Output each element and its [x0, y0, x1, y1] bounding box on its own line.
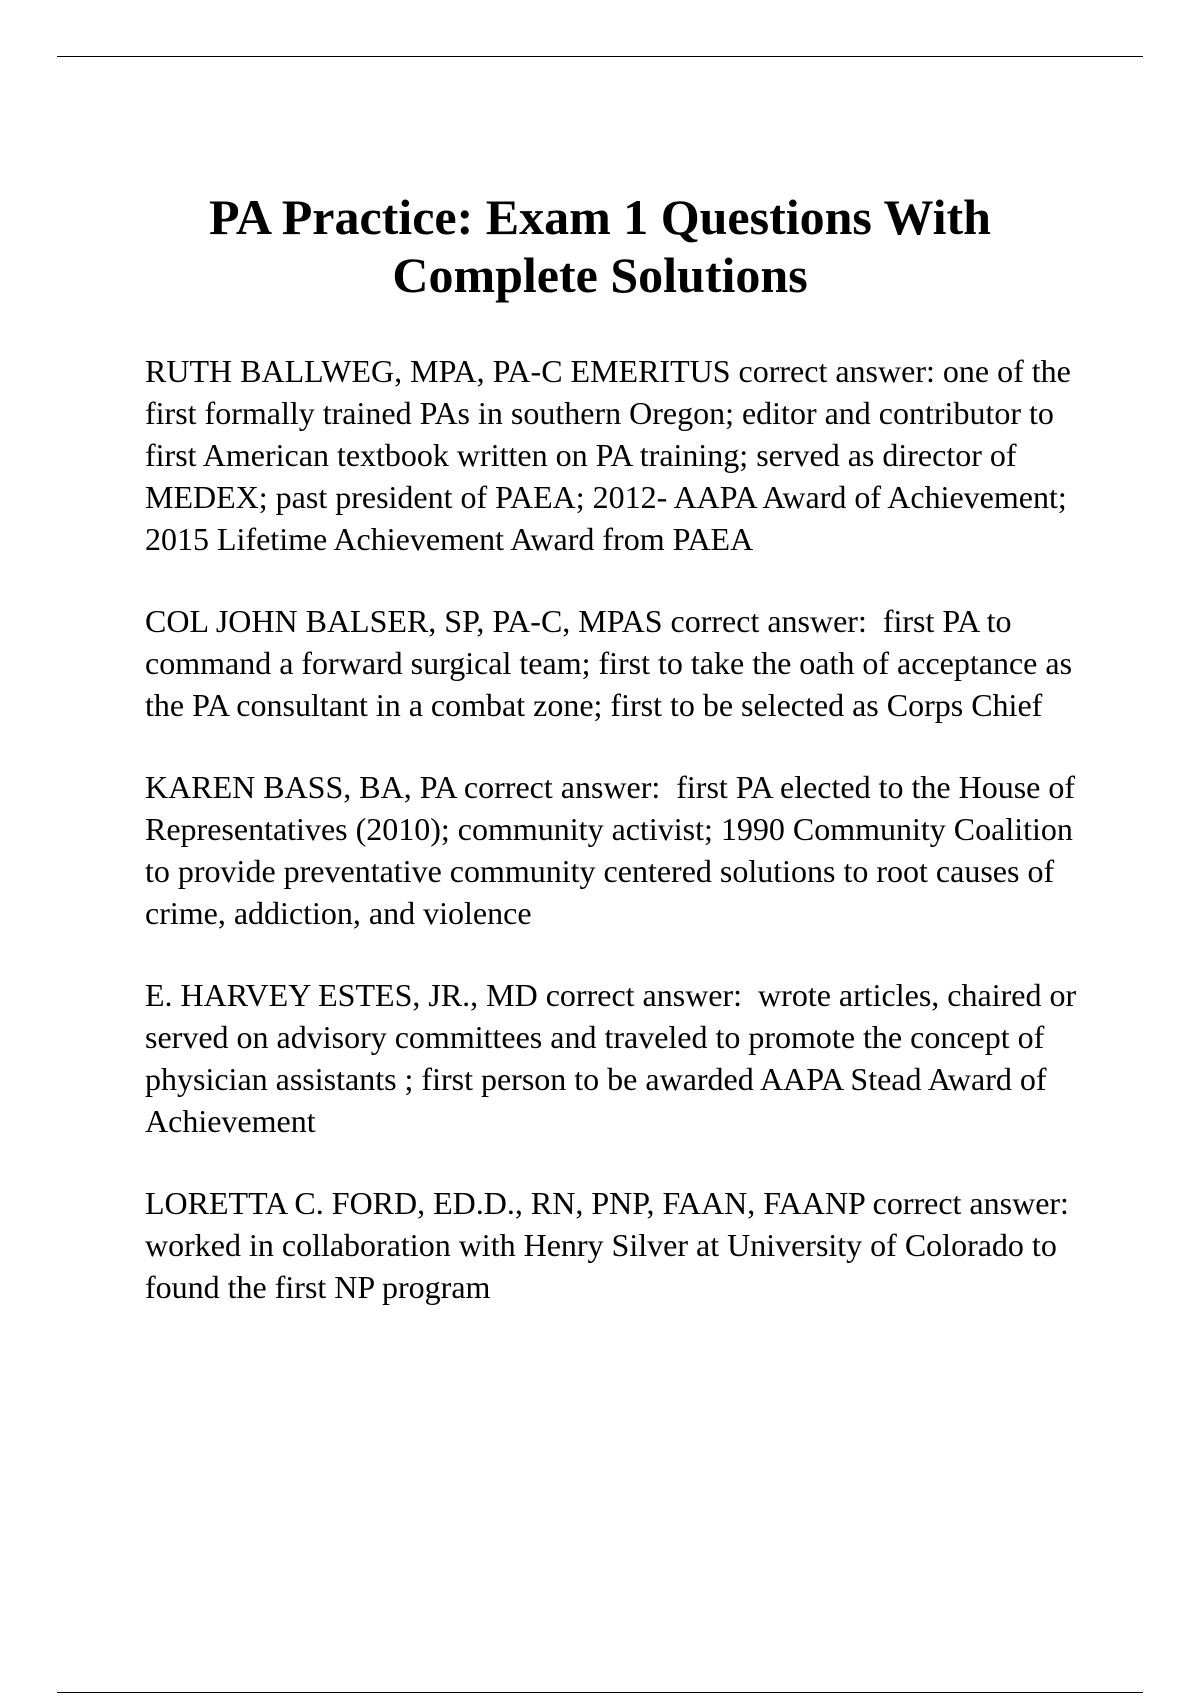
entry-john-balser: COL JOHN BALSER, SP, PA-C, MPAS correct answer: first PA to command a forward surgical team; first to take the oath of acceptance as the PA consultant in a combat zone; first to be selected as Corps Chief	[145, 603, 1081, 723]
bottom-divider	[57, 1692, 1143, 1693]
document-title	[100, 188, 1100, 304]
top-divider	[57, 56, 1143, 57]
entry-harvey-estes: E. HARVEY ESTES, JR., MD correct answer: wrote articles, chaired or served on advisory committees and traveled to promote the concept of physician assistants ; first person to be awarded AAPA Stead Award of Achievement	[145, 977, 1085, 1139]
entry-ruth-ballweg: RUTH BALLWEG, MPA, PA-C EMERITUS correct answer: one of the first formally trained PAs in southern Oregon; editor and contributor to first American textbook written on PA training; served as director of MEDEX; past president of PAEA; 2012- AAPA Award of Achievement; 2015 Lifetime Achievement Award from PAEA	[145, 353, 1079, 557]
entry-loretta-ford: LORETTA C. FORD, ED.D., RN, PNP, FAAN, FAANP correct answer: worked in collaboration with Henry Silver at University of Colorado to found the first NP program	[145, 1185, 1085, 1305]
title-line-1: PA Practice: Exam 1 Questions With	[209, 189, 991, 245]
entry-karen-bass: KAREN BASS, BA, PA correct answer: first PA elected to the House of Representatives (2010); community activist; 1990 Community Coalition to provide preventative community centered solutions to root causes of crime, addiction, and violence	[145, 769, 1083, 931]
document-body	[145, 350, 1105, 1348]
title-line-2: Complete Solutions	[392, 247, 808, 303]
